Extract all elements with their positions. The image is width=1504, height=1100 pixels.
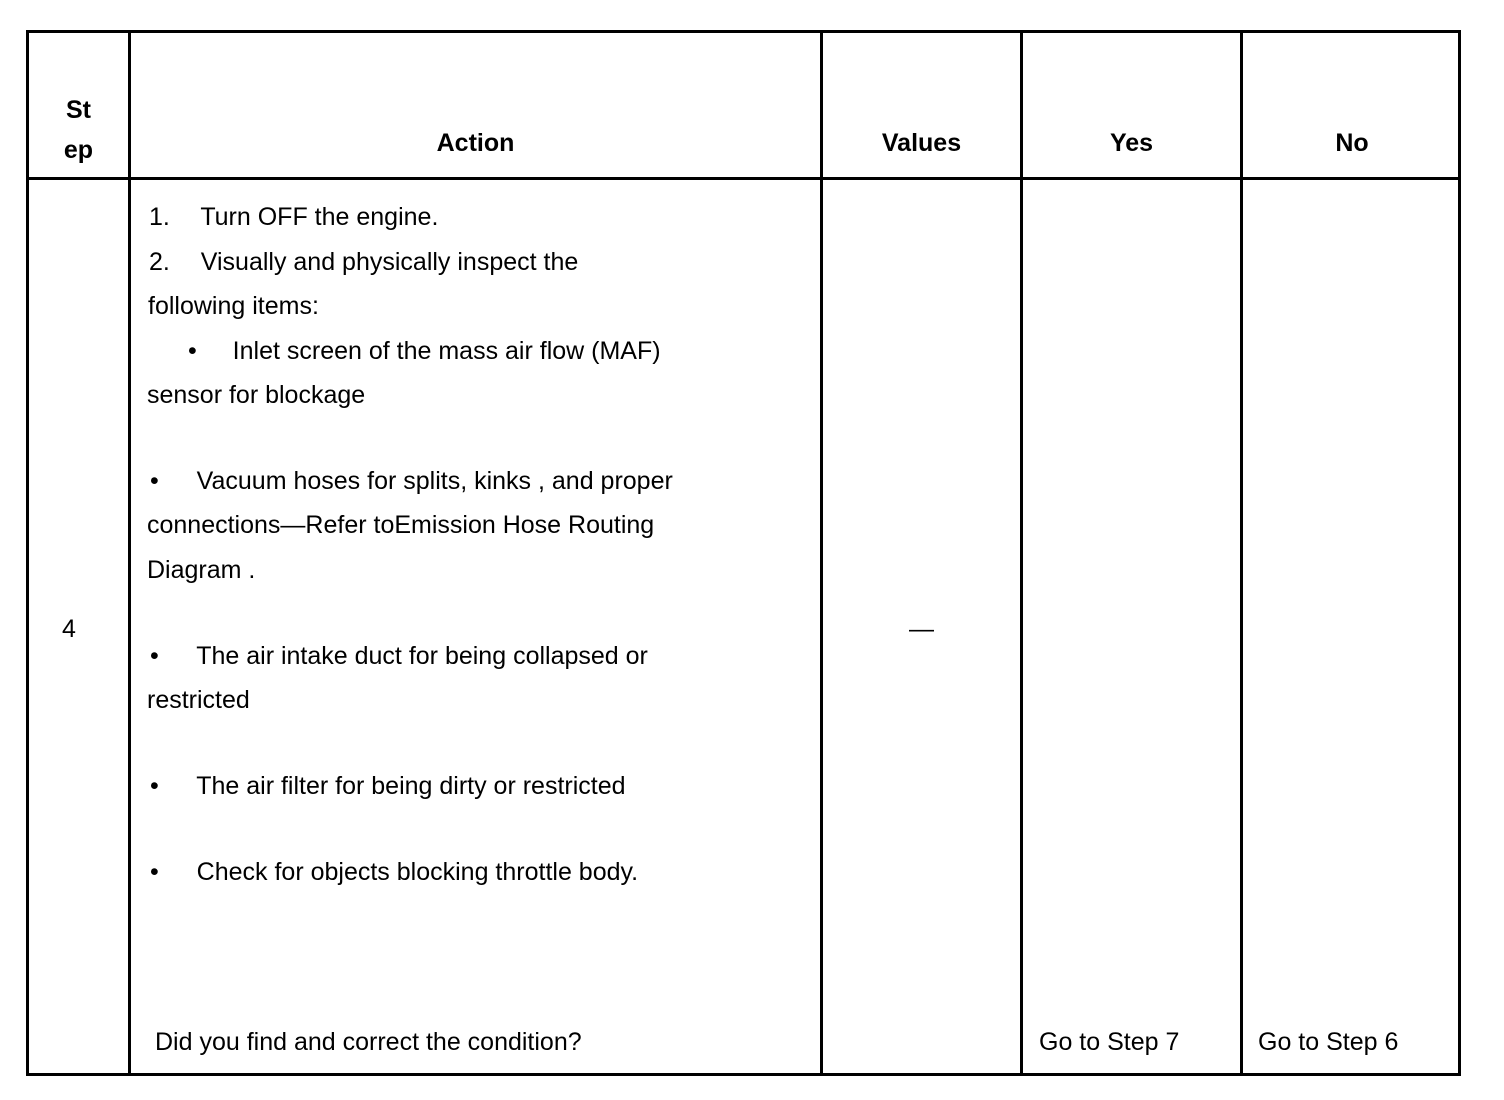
header-divider xyxy=(29,177,1458,180)
action-sub-item-2 xyxy=(150,459,673,503)
bullet-icon: • xyxy=(150,642,159,670)
action-sub-item-2-line1: Vacuum hoses for splits, kinks , and proper xyxy=(196,467,673,495)
action-item-1 xyxy=(149,195,438,239)
action-item-1-number: 1. xyxy=(149,203,170,231)
action-sub-item-4-line1: The air filter for being dirty or restricted xyxy=(196,772,626,800)
action-sub-item-4 xyxy=(150,764,626,808)
header-step xyxy=(29,90,128,170)
action-sub-item-5-line1: Check for objects blocking throttle body. xyxy=(196,858,639,886)
action-item-2 xyxy=(149,240,578,284)
action-question: Did you find and correct the condition? xyxy=(155,1028,582,1056)
diagnostic-table xyxy=(26,30,1461,1076)
column-divider-values xyxy=(1020,33,1023,1073)
header-step-line1: St xyxy=(66,96,91,124)
action-item-1-text: Turn OFF the engine. xyxy=(200,203,439,231)
header-step-line2: ep xyxy=(63,136,94,164)
bullet-icon: • xyxy=(150,467,159,495)
action-item-2-text-line1: Visually and physically inspect the xyxy=(200,248,579,276)
action-sub-item-1-line1: Inlet screen of the mass air flow (MAF) xyxy=(232,337,661,365)
column-divider-action xyxy=(820,33,823,1073)
header-values: Values xyxy=(881,129,962,157)
bullet-icon: • xyxy=(150,772,159,800)
header-no: No xyxy=(1335,129,1369,157)
action-sub-item-1-line2: sensor for blockage xyxy=(147,381,366,409)
action-sub-item-2-line3: Diagram . xyxy=(147,556,256,584)
action-sub-item-2-line2: connections—Refer toEmission Hose Routing xyxy=(147,511,655,539)
action-sub-item-3-line2: restricted xyxy=(147,686,250,714)
header-action: Action xyxy=(436,129,515,157)
step-number: 4 xyxy=(62,615,76,643)
action-sub-item-1 xyxy=(188,329,661,373)
action-sub-item-3-line1: The air intake duct for being collapsed or xyxy=(196,642,648,670)
header-yes: Yes xyxy=(1109,129,1154,157)
column-divider-step xyxy=(128,33,131,1073)
action-item-2-line2: following items: xyxy=(148,292,319,320)
values-cell: — xyxy=(909,615,934,643)
column-divider-yes xyxy=(1240,33,1243,1073)
action-sub-item-5 xyxy=(150,850,638,894)
no-cell: Go to Step 6 xyxy=(1258,1028,1399,1056)
bullet-icon: • xyxy=(150,858,159,886)
action-sub-item-3 xyxy=(150,634,648,678)
yes-cell: Go to Step 7 xyxy=(1039,1028,1180,1056)
action-item-2-number: 2. xyxy=(149,248,170,276)
bullet-icon: • xyxy=(188,337,197,365)
